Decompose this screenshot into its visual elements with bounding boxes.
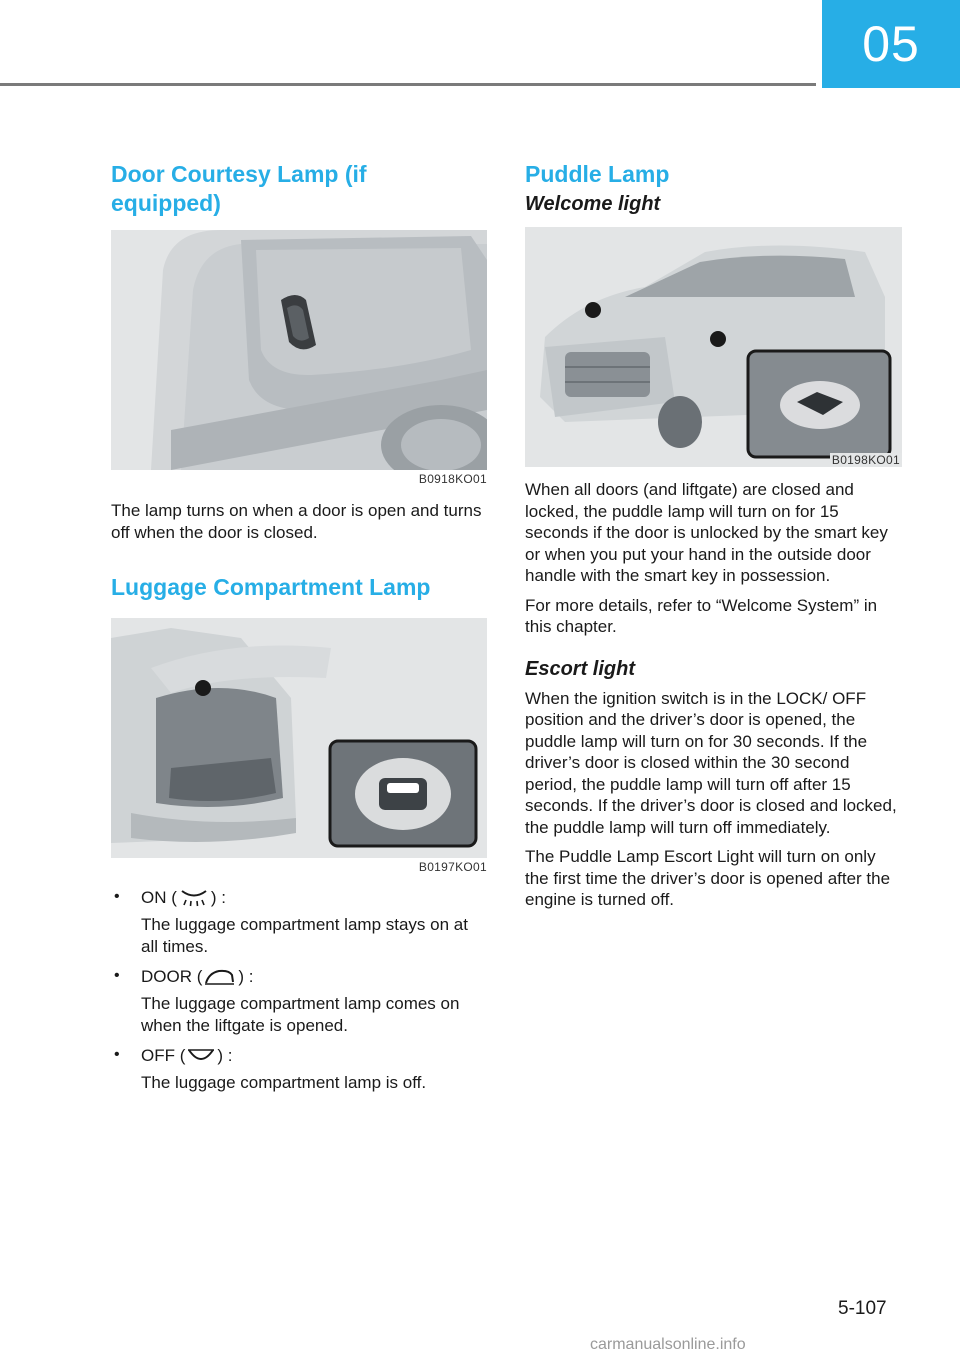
luggage-lamp-options	[111, 886, 487, 1094]
option-off	[111, 1044, 487, 1094]
door-lamp-figure	[111, 230, 487, 470]
puddle-lamp-figure-code: B0198KO01	[831, 453, 900, 467]
welcome-light-para2: For more details, refer to “Welcome System” in this chapter.	[525, 595, 878, 636]
option-off-label: OFF (	[141, 1046, 186, 1065]
door-lamp-figure-code: B0918KO01	[418, 472, 487, 486]
option-on	[111, 886, 487, 957]
option-door-label: DOOR (	[141, 967, 203, 986]
door-lamp-body: The lamp turns on when a door is open and turns off when the door is closed.	[111, 501, 482, 542]
welcome-light-subheading: Welcome light	[525, 193, 661, 215]
luggage-lamp-heading: Luggage Compartment Lamp	[111, 574, 431, 600]
lamp-on-icon	[178, 888, 210, 908]
header-rule	[0, 83, 816, 86]
liftgate-illustration	[111, 618, 487, 858]
option-on-suffix: ) :	[210, 888, 226, 907]
right-column	[525, 160, 901, 911]
bullet: •	[114, 1046, 120, 1063]
lamp-door-icon	[203, 967, 237, 987]
welcome-light-para1: When all doors (and liftgate) are closed and locked, the puddle lamp will turn on for 15 seconds if the door is unlocked by the smart key or when you put your hand in the outside door handle with the smart key in possession.	[525, 480, 888, 585]
escort-light-para2: The Puddle Lamp Escort Light will turn on only the first time the driver’s door is opened after the engine is turned off.	[525, 847, 891, 909]
door-lamp-heading: Door Courtesy Lamp (if equipped)	[111, 161, 367, 216]
escort-light-para1: When the ignition switch is in the LOCK/ OFF position and the driver’s door is opened, the puddle lamp will turn on for 30 seconds. If the driver’s door is closed within the 30 second period, the puddle lamp will turn off after 15 seconds. If the driver’s door is closed and locked, the puddle lamp will turn off immediately.	[525, 688, 897, 837]
option-on-description: The luggage compartment lamp stays on at all times.	[141, 915, 468, 956]
option-off-suffix: ) :	[217, 1046, 233, 1065]
escort-light-subheading: Escort light	[525, 657, 636, 680]
left-column	[111, 160, 487, 1102]
option-off-description: The luggage compartment lamp is off.	[141, 1073, 427, 1092]
bullet: •	[114, 888, 120, 905]
suv-illustration	[525, 227, 902, 467]
option-on-label: ON (	[141, 888, 177, 907]
page-number: 5-107	[838, 1298, 887, 1319]
luggage-lamp-figure	[111, 618, 487, 858]
chapter-tab: 05	[822, 0, 960, 88]
luggage-lamp-figure-code: B0197KO01	[418, 860, 487, 874]
watermark: carmanualsonline.info	[590, 1336, 746, 1353]
puddle-lamp-figure	[525, 227, 902, 467]
option-door-description: The luggage compartment lamp comes on when the liftgate is opened.	[141, 994, 460, 1035]
door-interior-illustration	[111, 230, 487, 470]
option-door	[111, 965, 487, 1036]
option-door-suffix: ) :	[238, 967, 254, 986]
puddle-lamp-heading: Puddle Lamp	[525, 161, 670, 187]
lamp-off-icon	[186, 1046, 216, 1066]
bullet: •	[114, 967, 120, 984]
